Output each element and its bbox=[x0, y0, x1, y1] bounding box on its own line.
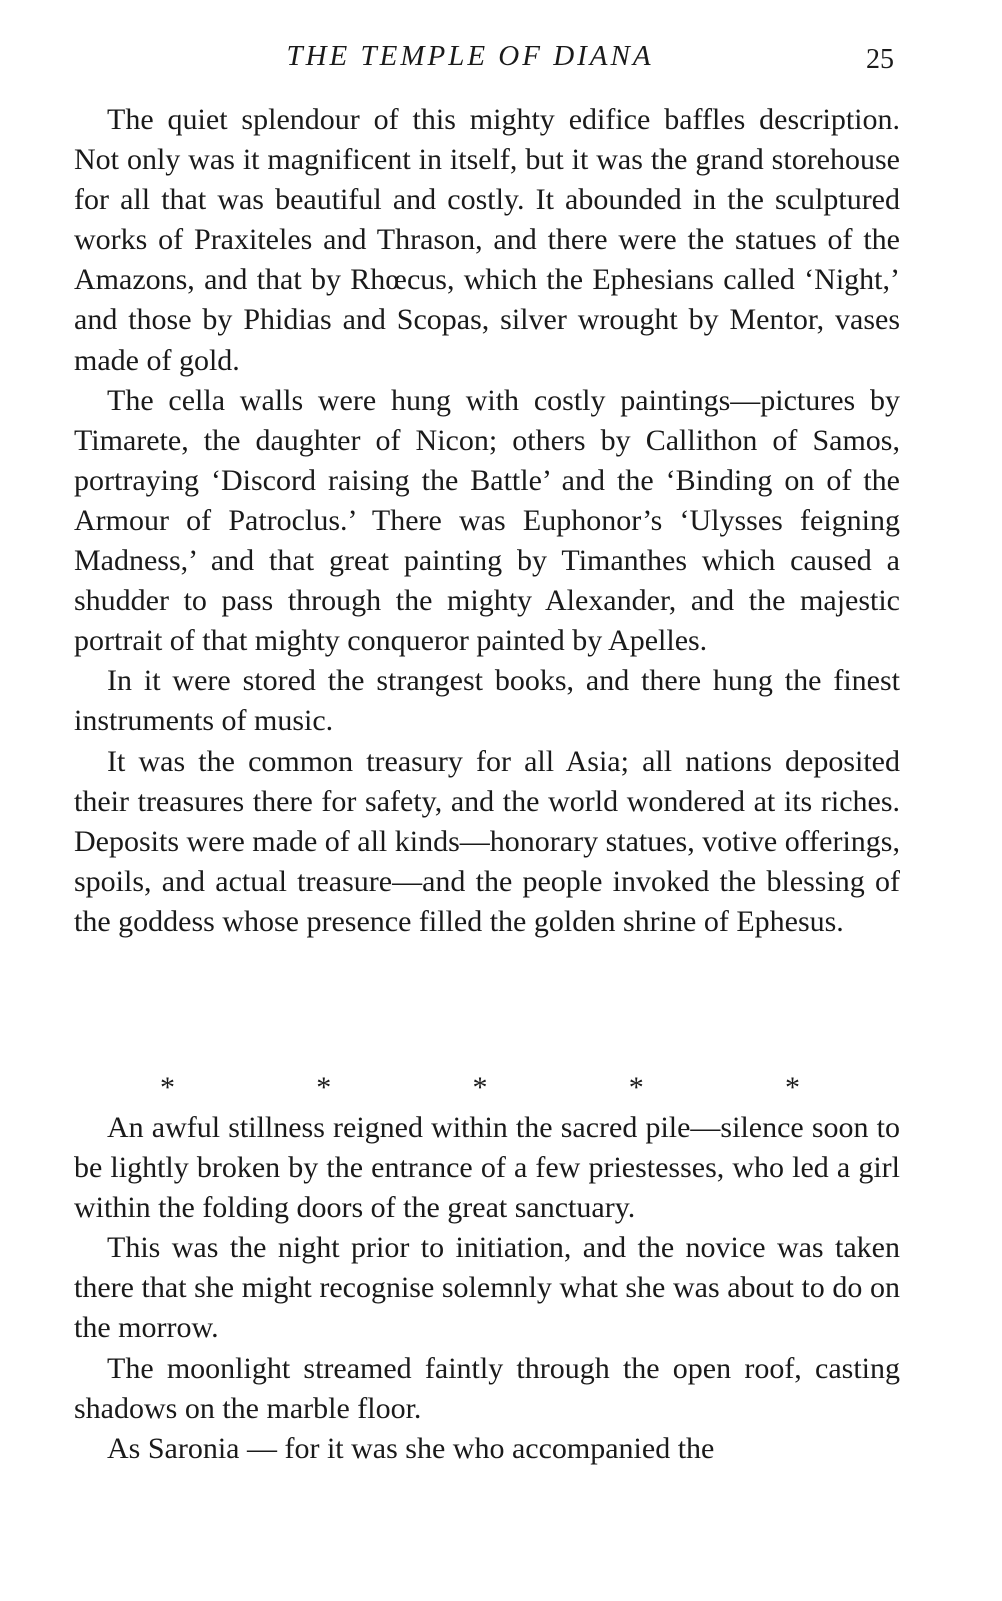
paragraph-saronia: As Saronia — for it was she who accompanied the bbox=[107, 1431, 715, 1465]
paragraph-stillness: An awful stillness reigned within the sacred pile—silence soon to be lightly broken by the entrance of a few priestesses, who led a girl within the folding doors of the great sanctuary. bbox=[74, 1111, 900, 1225]
paragraph-books: In it were stored the strangest books, and there hung the finest instruments of music. bbox=[74, 664, 900, 738]
paragraph-initiation: This was the night prior to initiation, and the novice was taken there that she might recognise solemnly what she was about to do on the morrow. bbox=[74, 1231, 900, 1345]
paragraph-splendour: The quiet splendour of this mighty edifice baffles description. Not only was it magnificent in itself, but it was the grand storehouse for all that was beautiful and costly. It abounded in the sculptured works of Praxiteles and Thrason, and there were the statues of the Amazons, and that by Rhœcus, which the Ephesians called ‘Night,’ and those by Phidias and Scopas, silver wrought by Mentor, vases made of gold. bbox=[74, 103, 900, 377]
section-break bbox=[160, 1068, 800, 1108]
body-text-lower bbox=[74, 1108, 900, 1469]
running-head bbox=[0, 40, 1002, 80]
asterisk: * bbox=[785, 1071, 800, 1104]
paragraph-cella-walls: The cella walls were hung with costly paintings—pictures by Timarete, the daughter of Nicon; others by Callithon of Samos, portraying ‘Discord raising the Battle’ and the ‘Binding on of the Armour of Patroclus.’ There was Euphonor’s ‘Ulysses feigning Madness,’ and that great painting by Timanthes which caused a shudder to pass through the mighty Alexander, and the majestic portrait of that mighty conqueror painted by Apelles. bbox=[74, 383, 900, 658]
running-title: THE TEMPLE OF DIANA bbox=[286, 40, 654, 72]
page-number: 25 bbox=[866, 44, 894, 75]
body-text-upper bbox=[74, 100, 900, 942]
asterisk: * bbox=[316, 1071, 332, 1104]
asterisk: * bbox=[160, 1071, 175, 1104]
asterisk: * bbox=[472, 1071, 488, 1104]
paragraph-treasury: It was the common treasury for all Asia; all nations deposited their treasures there for safety, and the world wondered at its riches. Deposits were made of all kinds—honorary statues, votive offerings, spoils, and actual treasure—and the people invoked the blessing of the goddess whose presence filled the golden shrine of Ephesus. bbox=[74, 744, 900, 938]
paragraph-moonlight: The moonlight streamed faintly through the open roof, casting shadows on the marble floor. bbox=[74, 1351, 900, 1425]
asterisk: * bbox=[628, 1071, 644, 1104]
